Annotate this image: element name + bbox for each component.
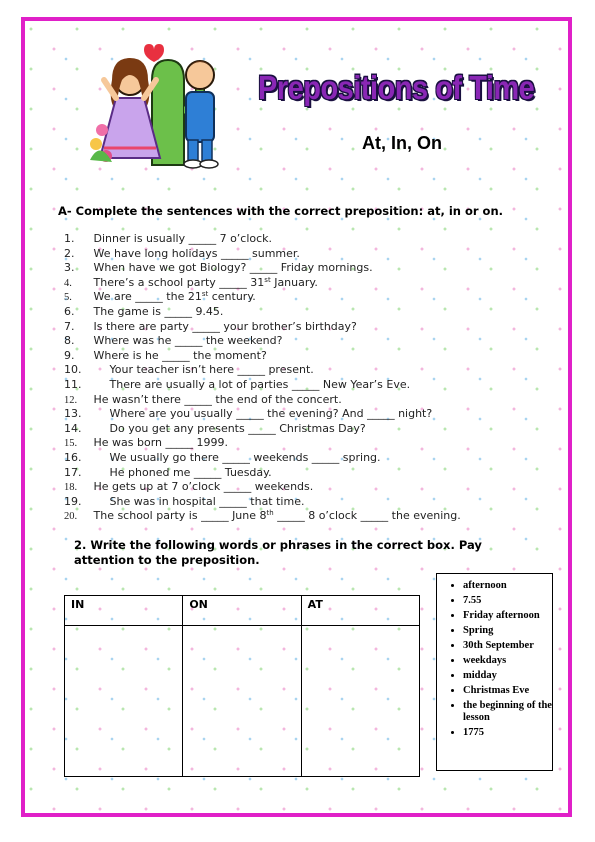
column-in-box[interactable] (65, 626, 183, 777)
column-at-box[interactable] (301, 626, 419, 777)
kids-clipart (82, 40, 222, 170)
list-item: 15. He was born _____ 1999. (64, 436, 228, 450)
list-item: 12. He wasn’t there _____ the end of the concert. (64, 392, 342, 406)
list-item: 2. We have long holidays _____ summer. (64, 246, 300, 260)
list-item: 16. We usually go there _____ weekends _____ spring. (64, 450, 381, 464)
list-item: 14. Do you get any presents _____ Christmas Day? (64, 421, 366, 435)
list-item: 3. When have we got Biology? _____ Friday mornings. (64, 261, 373, 275)
list-item: 19. She was in hospital _____ that time. (64, 494, 305, 508)
list-item: 6. The game is _____ 9.45. (64, 304, 224, 318)
list-item: 4. There’s a school party _____ 31st January. (64, 275, 318, 289)
section-2-heading: 2. Write the following words or phrases in the correct box. Pay attention to the preposition. (74, 538, 482, 567)
word-bank-item: • 30th September (463, 640, 552, 652)
word-bank-item: • Spring (463, 625, 552, 637)
word-bank-item: • midday (463, 670, 552, 682)
list-item: 13. Where are you usually _____ the evening? And _____ night? (64, 407, 433, 421)
section-a-heading: A- Complete the sentences with the correct preposition: at, in or on. (58, 204, 504, 218)
column-on-header: ON (183, 596, 301, 626)
column-at-header: AT (301, 596, 419, 626)
word-bank-item: • afternoon (463, 580, 552, 592)
list-item: 8. Where was he _____ the weekend? (64, 334, 283, 348)
list-item: 1. Dinner is usually _____ 7 o’clock. (64, 232, 273, 245)
word-bank-item: • 7.55 (463, 595, 552, 607)
worksheet-title: Prepositions of Time (258, 70, 535, 107)
list-item: 9. Where is he _____ the moment? (64, 348, 267, 362)
list-item: 7. Is there are party _____ your brother’s birthday? (64, 319, 357, 333)
column-on-box[interactable] (183, 626, 301, 777)
list-item: 10. Your teacher isn’t here _____ present. (64, 363, 314, 377)
word-bank-item: • 1775 (463, 727, 552, 739)
word-bank (436, 573, 553, 771)
list-item: 5. We are _____ the 21st century. (64, 290, 256, 304)
worksheet-subtitle: At, In, On (362, 133, 442, 153)
word-bank-item: • Christmas Eve (463, 685, 552, 697)
word-bank-item: • the beginning of the lesson (463, 700, 552, 724)
list-item: 11. There are usually a lot of parties _____ New Year’s Eve. (64, 377, 411, 391)
sentence-list (64, 232, 461, 524)
column-in-header: IN (65, 596, 183, 626)
word-bank-item: • Friday afternoon (463, 610, 552, 622)
list-item: 20. The school party is _____ June 8th _____ 8 o’clock _____ the evening. (64, 509, 461, 523)
preposition-table (64, 595, 420, 777)
word-bank-item: • weekdays (463, 655, 552, 667)
list-item: 18. He gets up at 7 o’clock _____ weekends. (64, 480, 314, 494)
list-item: 17. He phoned me _____ Tuesday. (64, 465, 272, 479)
